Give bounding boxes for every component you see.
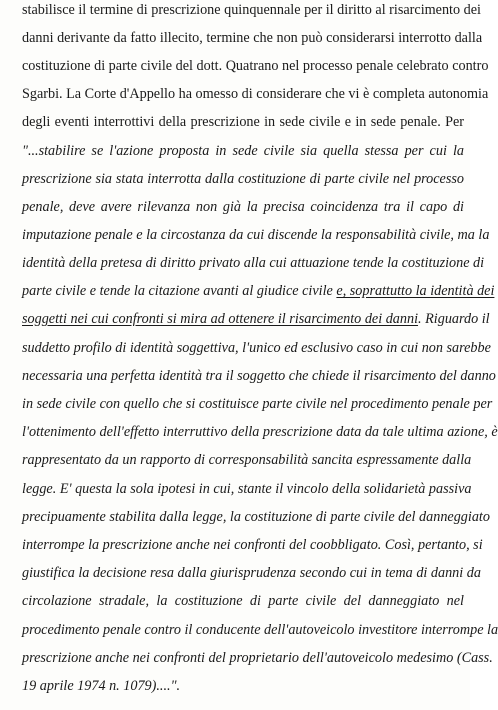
line-text: interrompe la prescrizione anche nei confronti del coobbligato. Così, pertanto, si bbox=[22, 537, 483, 553]
line-text: prescrizione sia stata interrotta dalla costituzione di parte civile nel processo bbox=[22, 171, 464, 187]
quote-line bbox=[22, 396, 493, 413]
quote-line bbox=[22, 255, 485, 272]
line-text: penale, deve avere rilevanza non già la precisa coincidenza tra il capo di bbox=[22, 199, 464, 215]
quote-line bbox=[22, 368, 496, 385]
quote-line bbox=[22, 622, 498, 639]
quote-line bbox=[22, 311, 490, 328]
line-text: necessaria una perfetta identità tra il soggetto che chiede il risarcimento del danno bbox=[22, 368, 496, 384]
line-text: costituzione di parte civile del dott. Quatrano nel processo penale celebrato contro bbox=[22, 58, 489, 74]
line-text: giustifica la decisione resa dalla giurisprudenza secondo cui in tema di danni da bbox=[22, 565, 481, 581]
line-text: . Riguardo il bbox=[418, 311, 490, 327]
line-text: degli eventi interrottivi della prescrizione in sede civile e in sede penale. Per bbox=[22, 114, 464, 130]
text-line bbox=[22, 114, 464, 131]
quote-line bbox=[22, 424, 498, 441]
line-text: stabilisce il termine di prescrizione quinquennale per il diritto al risarcimento dei bbox=[22, 2, 481, 18]
quote-line bbox=[22, 171, 464, 188]
line-text: parte civile e tende la citazione avanti al giudice civile bbox=[22, 283, 337, 299]
quote-line bbox=[22, 481, 472, 498]
quote-line bbox=[22, 509, 490, 526]
quote-line bbox=[22, 340, 491, 357]
text-line bbox=[22, 2, 481, 19]
line-text: 19 aprile 1974 n. 1079)....". bbox=[22, 678, 181, 694]
text-line bbox=[22, 58, 489, 75]
text-line bbox=[22, 30, 483, 47]
quote-line bbox=[22, 650, 493, 667]
line-text: suddetto profilo di identità soggettiva, l'unico ed esclusivo caso in cui non sarebbe bbox=[22, 340, 491, 356]
quote-line bbox=[22, 678, 464, 695]
line-text: legge. E' questa la sola ipotesi in cui, stante il vincolo della solidarietà passiva bbox=[22, 481, 472, 497]
line-text: "...stabilire se l'azione proposta in sede civile sia quella stessa per cui la bbox=[22, 143, 464, 159]
quote-line bbox=[22, 593, 464, 610]
quote-line bbox=[22, 199, 464, 216]
line-text: imputazione penale e la circostanza da cui discende la responsabilità civile, ma la bbox=[22, 227, 490, 243]
underlined-text: soggetti nei cui confronti si mira ad ottenere il risarcimento dei danni bbox=[22, 311, 419, 327]
quote-line bbox=[22, 452, 472, 469]
line-text: prescrizione anche nei confronti del proprietario dell'autoveicolo medesimo (Cass. bbox=[22, 650, 493, 666]
line-text: circolazione stradale, la costituzione di parte civile del danneggiato nel bbox=[22, 593, 464, 609]
line-text: rappresentato da un rapporto di corresponsabilità sancita espressamente dalla bbox=[22, 452, 472, 468]
quote-line bbox=[22, 283, 495, 300]
line-text: danni derivante da fatto illecito, termine che non può considerarsi interrotto dalla bbox=[22, 30, 483, 46]
underlined-text: e, soprattutto la identità dei bbox=[336, 283, 495, 299]
line-text: in sede civile con quello che si costituisce parte civile nel procedimento penale per bbox=[22, 396, 493, 412]
line-text: identità della pretesa di diritto privato alla cui attuazione tende la costituzione di bbox=[22, 255, 485, 271]
quote-line bbox=[22, 537, 483, 554]
quote-line bbox=[22, 143, 464, 160]
quote-line bbox=[22, 227, 490, 244]
line-text: procedimento penale contro il conducente dell'autoveicolo investitore interrompe la bbox=[22, 622, 498, 638]
line-text: l'ottenimento dell'effetto interruttivo della prescrizione data da tale ultima azione, è bbox=[22, 424, 498, 440]
text-line bbox=[22, 86, 489, 103]
quote-line bbox=[22, 565, 481, 582]
line-text: Sgarbi. La Corte d'Appello ha omesso di considerare che vi è completa autonomia bbox=[22, 86, 489, 102]
line-text: precipuamente stabilita dalla legge, la costituzione di parte civile del danneggiato bbox=[22, 509, 490, 525]
